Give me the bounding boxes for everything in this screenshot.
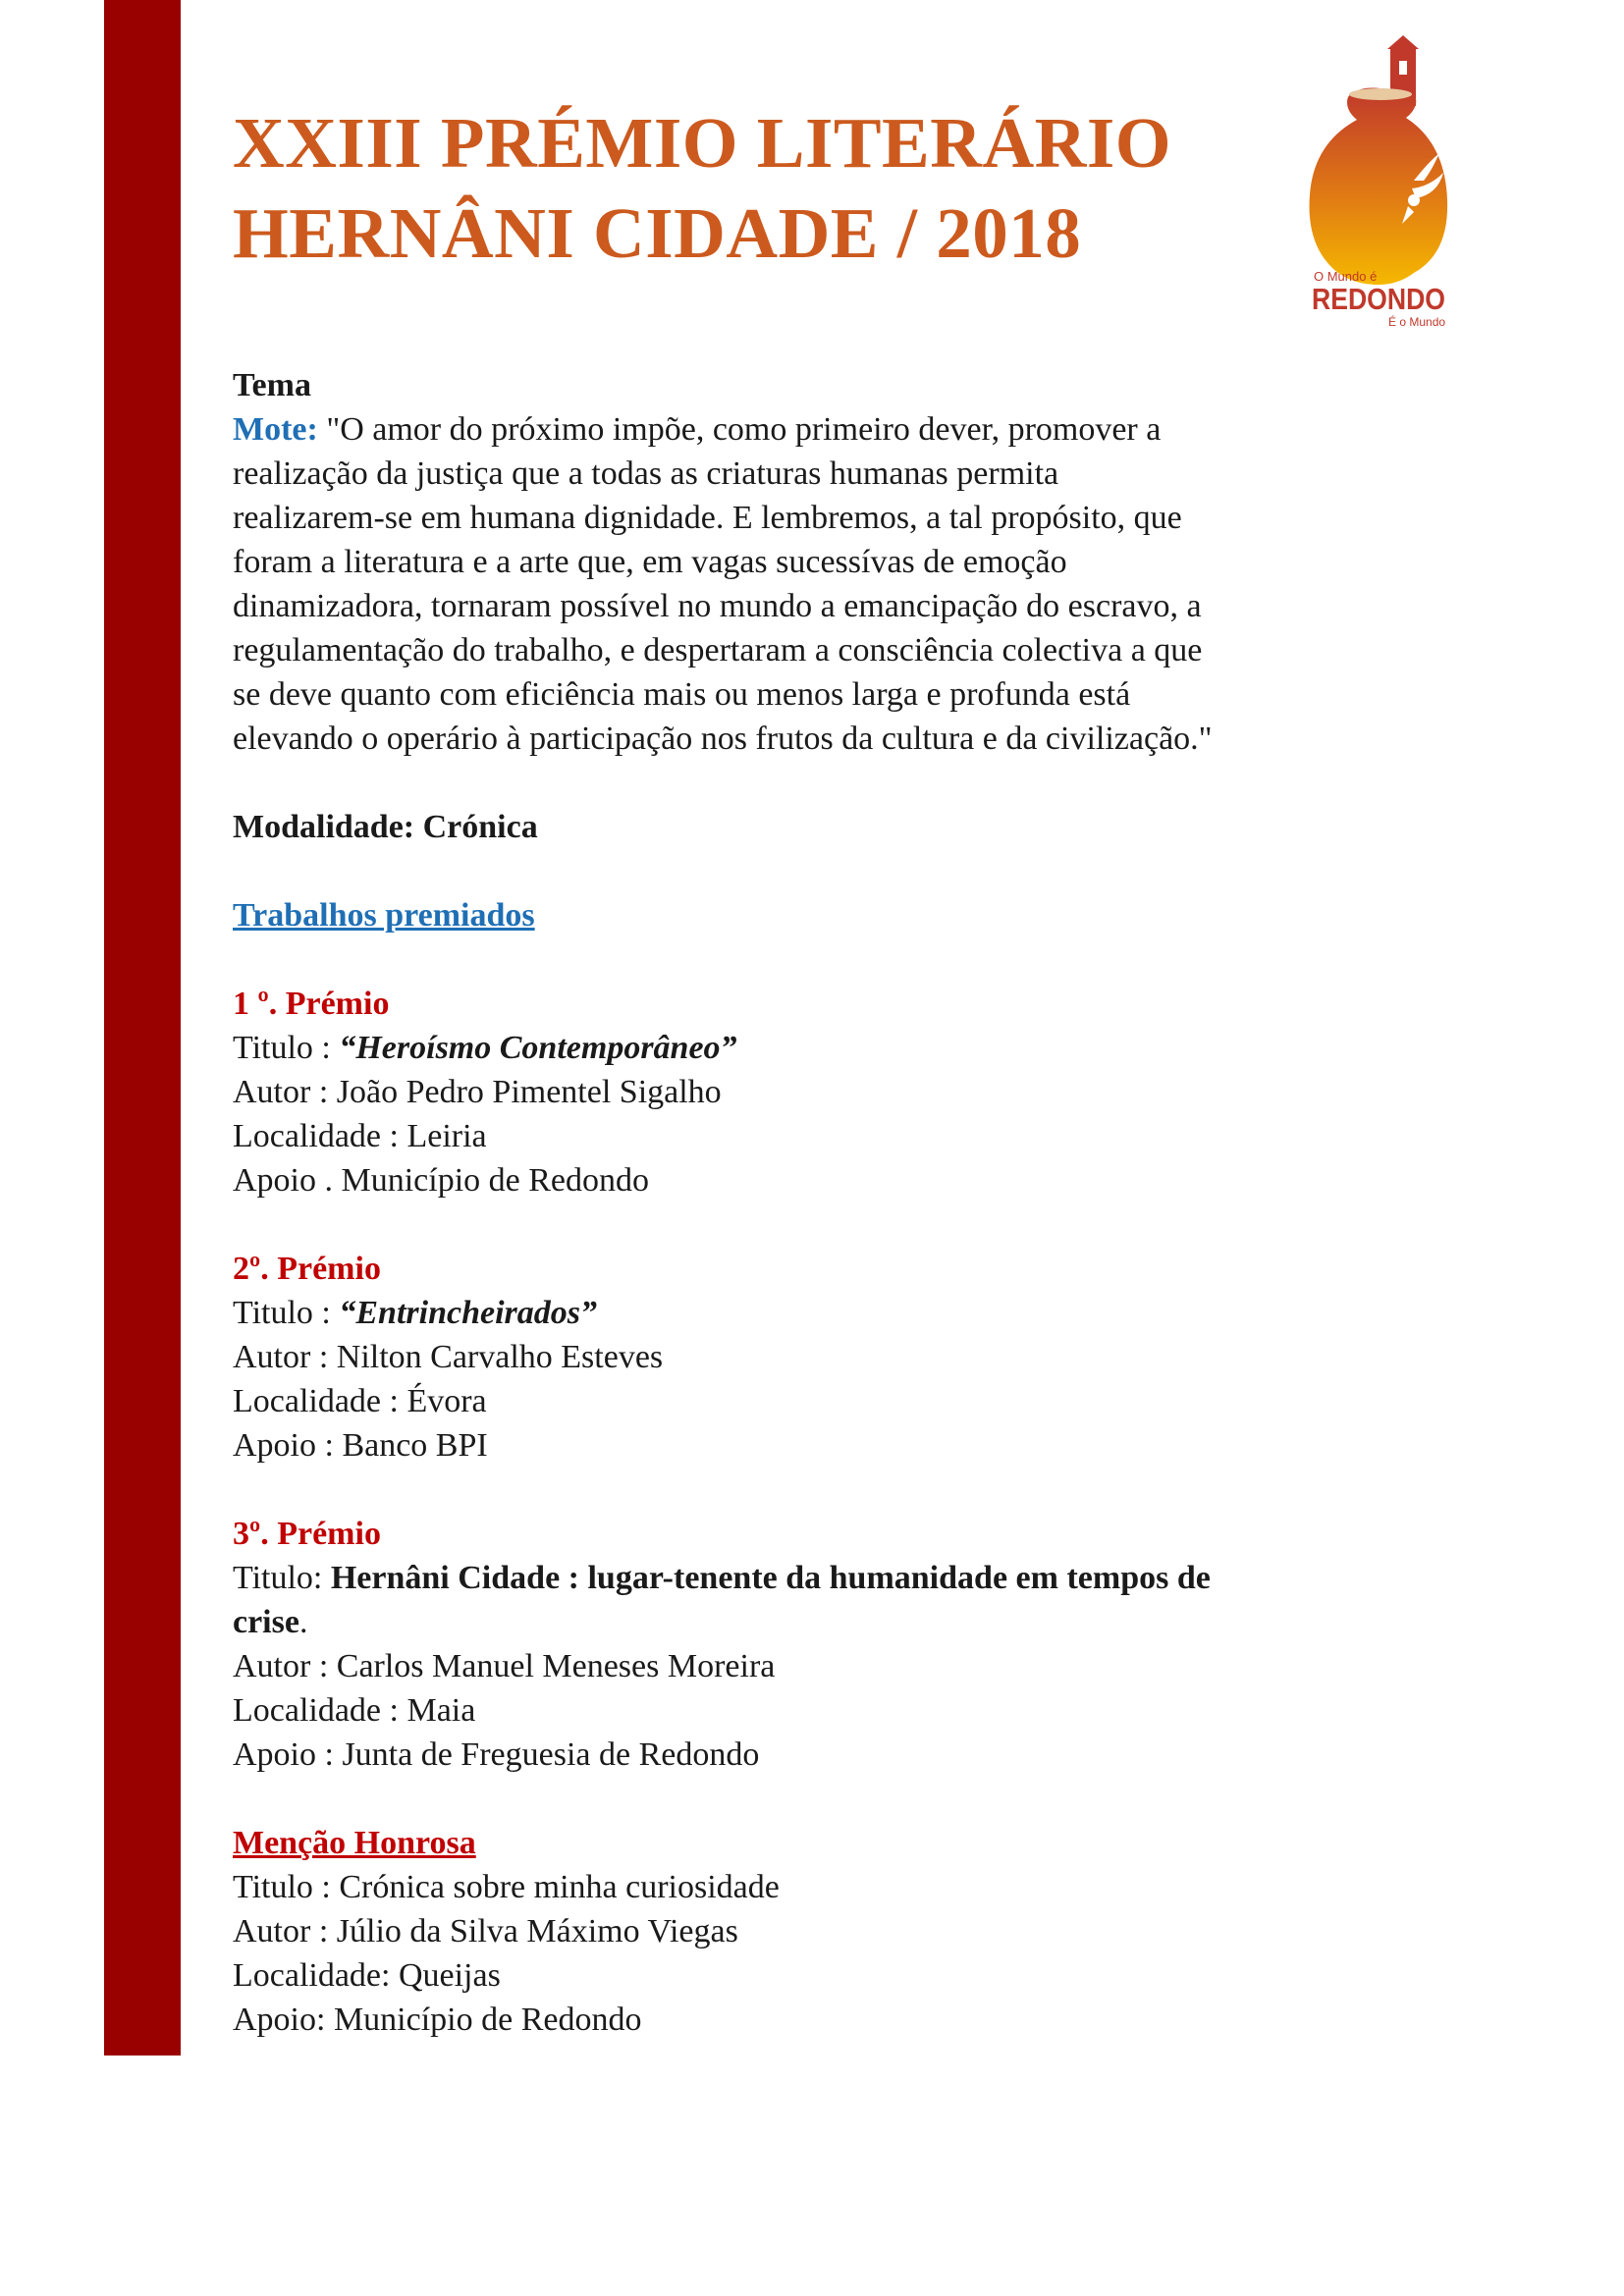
redondo-logo xyxy=(1304,33,1451,334)
prize1-titulo-value: “Heroísmo Contemporâneo” xyxy=(339,1030,737,1066)
trabalhos-premiados-heading: Trabalhos premiados xyxy=(233,897,535,934)
mote-line-1 xyxy=(233,407,1391,452)
prize2-apoio: Apoio : Banco BPI xyxy=(233,1427,488,1464)
mote-text-1: "O amor do próximo impõe, como primeiro dever, promover a xyxy=(317,411,1162,448)
logo-text-top: O Mundo é xyxy=(1314,269,1378,284)
logo-text-main: REDONDO xyxy=(1312,282,1445,316)
page-title xyxy=(233,98,1171,279)
prize3-titulo-value-2: crise xyxy=(233,1604,299,1640)
prize1-apoio: Apoio . Município de Redondo xyxy=(233,1162,650,1199)
mote-line-7: se deve quanto com eficiência mais ou menos larga e profunda está xyxy=(233,676,1131,713)
prize3-autor: Autor : Carlos Manuel Meneses Moreira xyxy=(233,1648,776,1684)
left-red-bar xyxy=(104,0,181,2056)
logo-text-bottom: É o Mundo xyxy=(1388,315,1446,329)
mote-line-4: foram a literatura e a arte que, em vagas sucessívas de emoção xyxy=(233,544,1067,580)
prize3-heading: 3º. Prémio xyxy=(233,1516,381,1552)
prize2-titulo-label: Titulo : xyxy=(233,1295,340,1331)
prize3-titulo-line-2 xyxy=(233,1600,1391,1644)
prize3-titulo-label: Titulo: xyxy=(233,1560,331,1596)
mencao-honrosa-heading: Menção Honrosa xyxy=(233,1825,476,1861)
prize1-titulo xyxy=(233,1026,1391,1070)
document-body xyxy=(233,363,1391,2042)
mote-line-6: regulamentação do trabalho, e despertaram a consciência colectiva a que xyxy=(233,632,1203,668)
prize3-titulo-value-1: Hernâni Cidade : lugar-tenente da humanidade em tempos de xyxy=(330,1560,1211,1596)
prize2-localidade: Localidade : Évora xyxy=(233,1383,487,1419)
prize3-apoio: Apoio : Junta de Freguesia de Redondo xyxy=(233,1736,760,1773)
title-line-2: HERNÂNI CIDADE / 2018 xyxy=(233,193,1082,273)
mote-line-2: realização da justiça que a todas as criaturas humanas permita xyxy=(233,455,1059,492)
modalidade: Modalidade: Crónica xyxy=(233,809,538,845)
prize1-titulo-label: Titulo : xyxy=(233,1030,340,1066)
prize1-autor: Autor : João Pedro Pimentel Sigalho xyxy=(233,1074,722,1110)
title-line-1: XXIII PRÉMIO LITERÁRIO xyxy=(233,103,1172,183)
mote-label: Mote: xyxy=(233,411,318,448)
mencao-localidade: Localidade: Queijas xyxy=(233,1957,501,1994)
mencao-titulo: Titulo : Crónica sobre minha curiosidade xyxy=(233,1869,780,1905)
prize3-localidade: Localidade : Maia xyxy=(233,1692,476,1729)
mote-line-5: dinamizadora, tornaram possível no mundo a emancipação do escravo, a xyxy=(233,588,1202,624)
prize1-localidade: Localidade : Leiria xyxy=(233,1118,487,1154)
prize2-titulo-value: “Entrincheirados” xyxy=(339,1295,597,1331)
prize2-titulo xyxy=(233,1291,1391,1335)
prize2-autor: Autor : Nilton Carvalho Esteves xyxy=(233,1339,664,1375)
tema-label: Tema xyxy=(233,367,311,403)
prize2-heading: 2º. Prémio xyxy=(233,1251,381,1287)
mote-line-8: elevando o operário à participação nos frutos da cultura e da civilização." xyxy=(233,721,1213,757)
prize3-titulo-end: . xyxy=(298,1604,308,1640)
mencao-autor: Autor : Júlio da Silva Máximo Viegas xyxy=(233,1913,738,1949)
mote-line-3: realizarem-se em humana dignidade. E lembremos, a tal propósito, que xyxy=(233,500,1182,536)
mencao-apoio: Apoio: Município de Redondo xyxy=(233,2002,642,2038)
prize3-titulo-line-1 xyxy=(233,1556,1391,1600)
prize1-heading: 1 º. Prémio xyxy=(233,986,390,1022)
